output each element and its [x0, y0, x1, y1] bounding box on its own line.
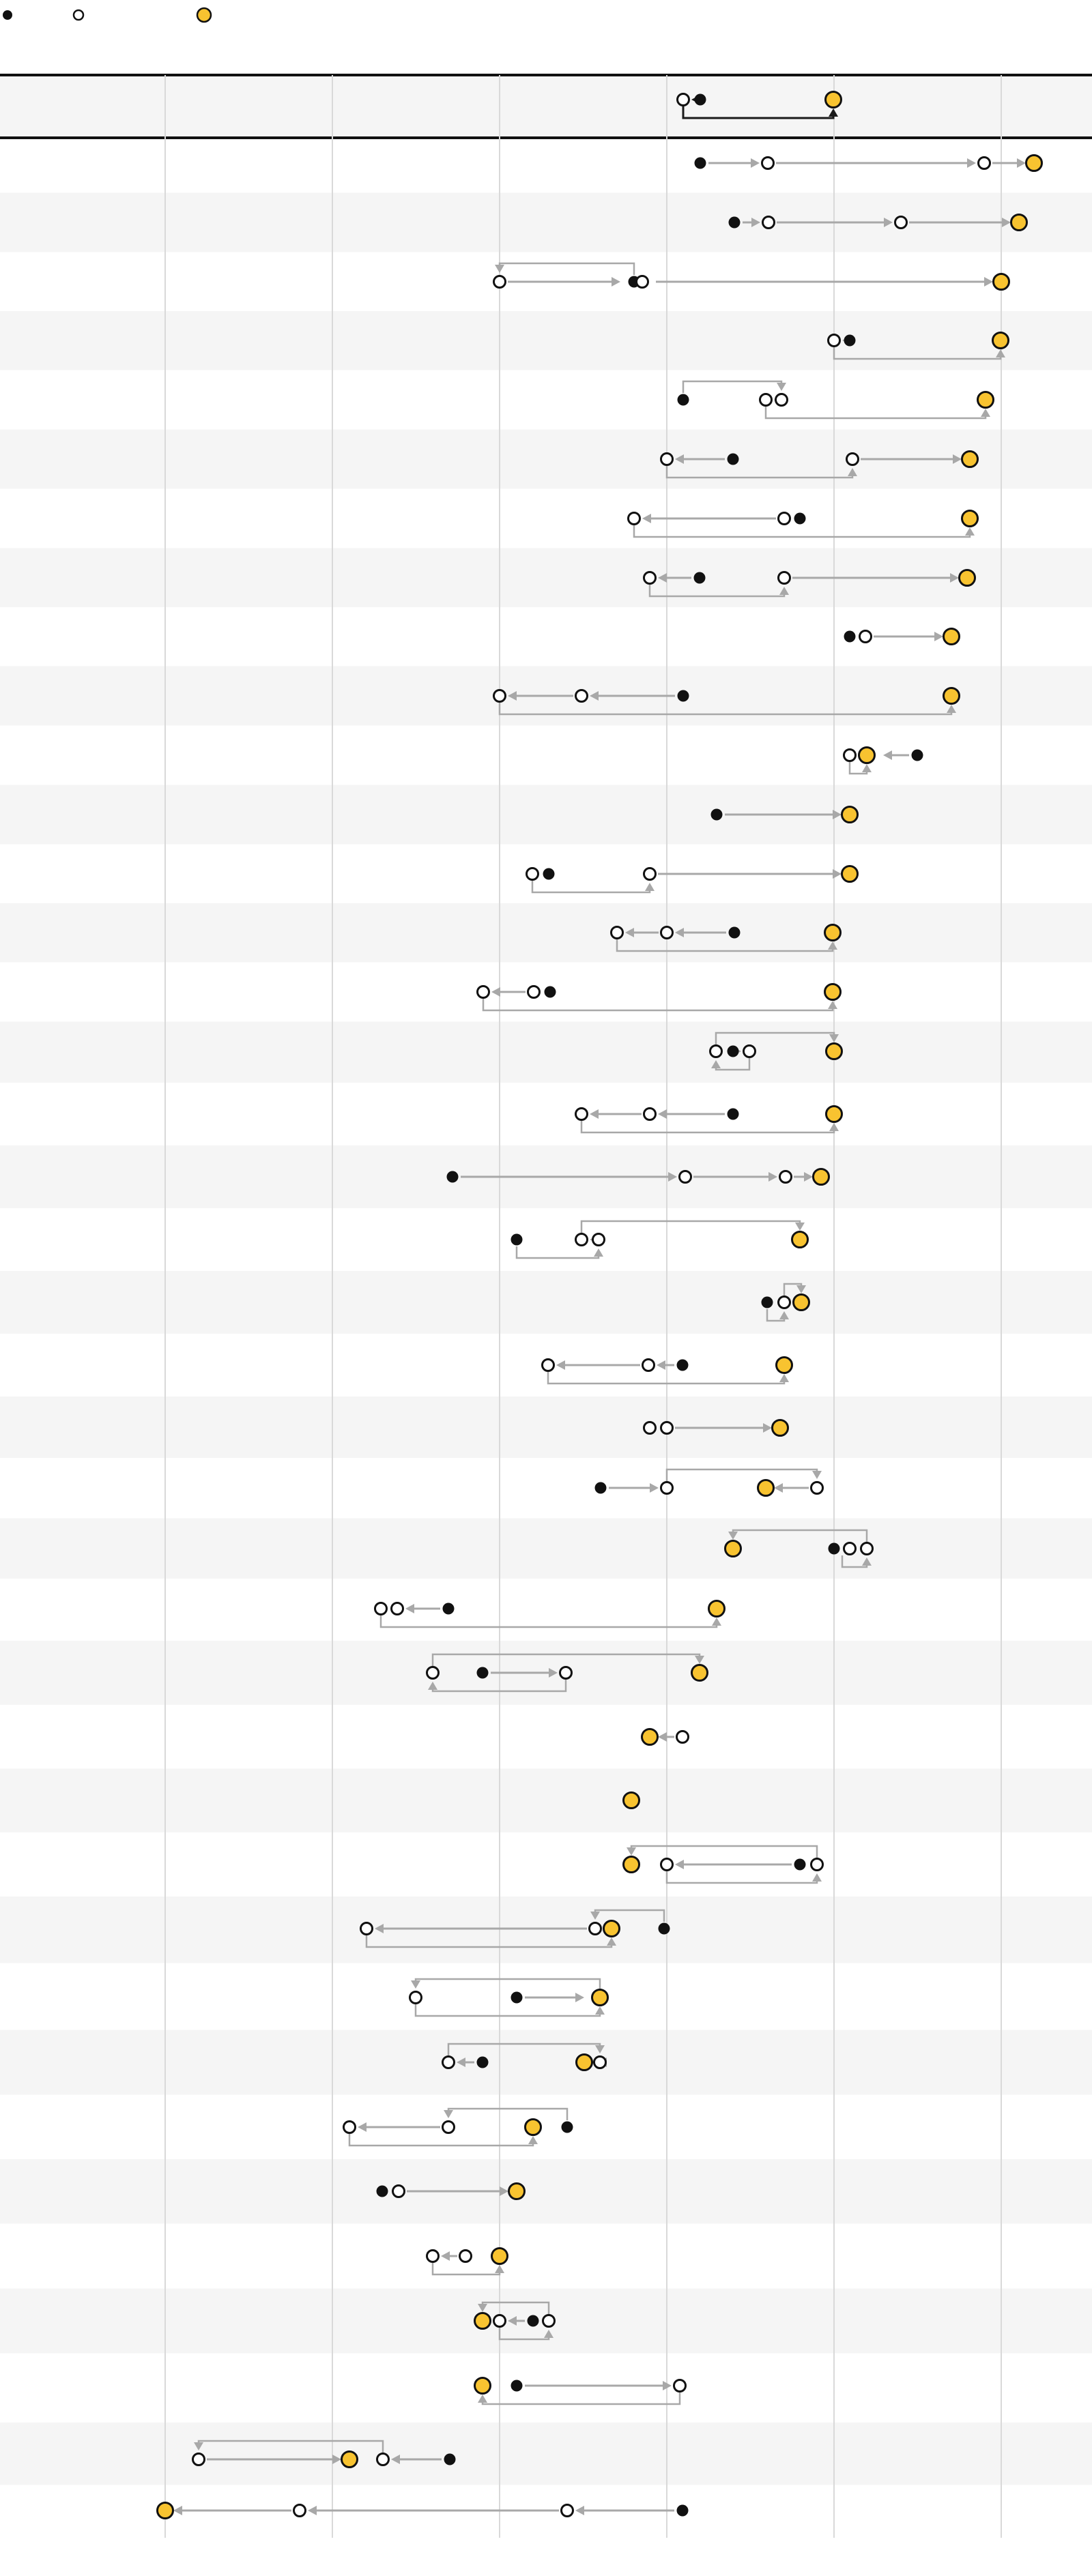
black-dot	[677, 1360, 689, 1371]
open-circle	[829, 335, 840, 347]
arrowhead	[657, 1360, 665, 1370]
gold-dot	[725, 1541, 741, 1557]
gold-dot	[526, 2120, 541, 2135]
open-circle	[644, 572, 656, 584]
black-dot	[595, 1482, 607, 1494]
arrowhead	[173, 2506, 182, 2515]
open-circle	[494, 276, 506, 288]
top-bracket	[581, 1221, 800, 1233]
open-circle	[612, 927, 623, 939]
open-circle	[763, 217, 775, 229]
gold-dot	[825, 925, 841, 941]
open-circle	[710, 1046, 722, 1057]
open-circle	[375, 1603, 387, 1615]
arrowhead	[658, 1732, 667, 1742]
arrowhead	[308, 2506, 317, 2515]
open-circle	[644, 868, 656, 880]
bottom-bracket	[483, 999, 833, 1010]
arrowhead	[829, 1123, 839, 1131]
open-circle	[811, 1859, 823, 1871]
header-band	[0, 75, 1092, 138]
arrowhead	[712, 1618, 721, 1626]
open-circle	[861, 1543, 873, 1555]
chart-row	[595, 1469, 823, 1496]
black-dot	[377, 2186, 388, 2197]
gold-dot	[842, 866, 858, 882]
black-dot	[794, 1859, 806, 1871]
open-circle	[744, 1046, 756, 1057]
arrowhead	[495, 2265, 504, 2273]
gold-dot	[993, 333, 1009, 349]
chart-row	[511, 1221, 808, 1258]
black-dot	[678, 394, 689, 406]
chart-row	[158, 2503, 689, 2519]
row-band-gray	[0, 1271, 1092, 1334]
gold-dot	[624, 1793, 640, 1809]
open-circle	[661, 1482, 673, 1494]
arrowhead	[590, 1109, 599, 1119]
arrowhead	[358, 2122, 367, 2132]
gold-dot	[825, 984, 841, 1000]
black-dot	[695, 94, 706, 106]
arrowhead	[965, 527, 975, 536]
open-circle	[361, 1923, 373, 1935]
open-circle	[847, 454, 859, 465]
gold-dot	[842, 807, 858, 823]
gold-dot	[777, 1358, 792, 1373]
black-dot	[729, 217, 741, 229]
gold-dot	[962, 511, 978, 527]
open-circle	[410, 1992, 422, 2004]
arrowhead	[594, 1248, 603, 1257]
chart-row	[344, 2109, 573, 2146]
gold-dot	[604, 1921, 620, 1937]
row-band-gray	[0, 1519, 1092, 1579]
black-dot	[443, 1603, 455, 1615]
chart-row	[678, 381, 994, 418]
arrowhead	[411, 1980, 420, 1989]
open-circle	[760, 394, 772, 406]
arrowhead	[405, 1604, 414, 1613]
black-dot	[444, 2454, 456, 2465]
arrowhead	[777, 383, 786, 391]
black-dot	[678, 690, 689, 702]
black-dot	[695, 158, 706, 169]
top-bracket	[500, 263, 634, 275]
open-circle	[576, 690, 588, 702]
arrowhead	[795, 1223, 805, 1231]
arrowhead	[627, 1847, 636, 1856]
gold-dot	[859, 748, 875, 763]
gold-dot	[773, 1420, 788, 1436]
gold-dot	[158, 2503, 173, 2519]
open-circle	[344, 2122, 356, 2133]
chart-row	[695, 156, 1042, 171]
open-circle	[661, 454, 673, 465]
open-circle	[637, 276, 648, 288]
black-dot	[659, 1923, 670, 1935]
black-dot	[729, 927, 741, 939]
gold-dot	[794, 1295, 809, 1311]
gold-dot	[475, 2313, 491, 2329]
arrowhead	[833, 869, 842, 879]
chart-row	[844, 629, 960, 645]
arrowhead	[1017, 158, 1026, 168]
open-circle	[460, 2251, 472, 2262]
arrowhead	[595, 2006, 605, 2015]
chart-row	[375, 1601, 725, 1628]
row-band-gray	[0, 1396, 1092, 1458]
chart-row	[410, 1979, 608, 2016]
open-circle	[678, 94, 689, 106]
arrowhead	[967, 158, 976, 168]
chart-row	[629, 511, 978, 538]
open-circle	[427, 1667, 439, 1679]
gold-dot	[994, 274, 1009, 290]
open-circle	[576, 1109, 588, 1120]
open-circle	[543, 1360, 554, 1371]
arrowhead	[612, 277, 620, 287]
gold-dot	[962, 452, 978, 467]
row-band-gray	[0, 2159, 1092, 2224]
arrowhead	[934, 632, 943, 641]
chart-row	[475, 2378, 686, 2405]
gold-dot	[827, 1044, 842, 1059]
open-circle	[860, 631, 872, 643]
black-dot	[543, 868, 555, 880]
row-band-gray	[0, 2030, 1092, 2095]
open-circle	[392, 1603, 403, 1615]
black-dot	[511, 1992, 523, 2004]
gold-dot	[792, 1232, 808, 1248]
open-circle	[294, 2505, 306, 2517]
arrowhead	[883, 750, 892, 760]
chart-row	[844, 748, 923, 774]
arrowhead	[478, 2395, 487, 2403]
black-dot	[477, 1667, 489, 1679]
arrowhead	[774, 1483, 783, 1493]
open-circle	[844, 750, 856, 761]
arrowhead	[575, 1993, 584, 2002]
open-circle	[779, 572, 790, 584]
arrowhead	[575, 2506, 584, 2515]
legend-open-circle-icon	[74, 10, 83, 20]
arrowhead	[491, 987, 500, 997]
gold-dot	[978, 392, 994, 408]
top-bracket	[416, 1979, 600, 1991]
arrowhead	[495, 265, 504, 273]
open-circle	[562, 2505, 573, 2517]
arrowhead	[812, 1471, 822, 1479]
bottom-bracket	[433, 2263, 500, 2274]
row-band-gray	[0, 903, 1092, 963]
open-circle	[661, 927, 673, 939]
gold-dot	[709, 1601, 725, 1617]
arrowhead	[862, 764, 872, 772]
row-band-gray	[0, 311, 1092, 370]
gold-dot	[944, 629, 960, 645]
row-band-gray	[0, 1022, 1092, 1083]
black-dot	[794, 513, 806, 525]
gold-dot	[642, 1729, 658, 1745]
black-dot	[728, 454, 739, 465]
black-dot	[511, 1234, 523, 1246]
arrowhead	[981, 409, 990, 417]
black-dot	[447, 1171, 459, 1183]
gold-dot	[1011, 215, 1027, 231]
open-circle	[780, 1171, 792, 1183]
open-circle	[644, 1422, 656, 1434]
row-band-gray	[0, 1769, 1092, 1833]
black-dot	[728, 1109, 739, 1120]
open-circle	[979, 158, 990, 169]
bottom-bracket	[634, 525, 970, 537]
black-dot	[511, 2380, 523, 2392]
black-dot	[829, 1543, 840, 1555]
open-circle	[393, 2186, 405, 2197]
arrowhead	[441, 2251, 450, 2261]
gold-dot	[826, 92, 842, 108]
open-circle	[478, 986, 489, 998]
gold-dot	[342, 2452, 358, 2468]
open-circle	[895, 217, 907, 229]
open-circle	[844, 1543, 856, 1555]
row-band-gray	[0, 2423, 1092, 2485]
arrowhead	[658, 1109, 667, 1119]
chart-row	[576, 1107, 842, 1133]
open-circle	[593, 1234, 605, 1246]
open-circle	[644, 1109, 656, 1120]
top-bracket	[667, 1469, 817, 1481]
arrowhead	[812, 1873, 822, 1882]
arrowhead	[984, 277, 993, 287]
header-bottom-rule	[0, 136, 1092, 139]
gold-dot	[758, 1480, 774, 1496]
top-bracket	[448, 2109, 567, 2120]
open-circle	[661, 1422, 673, 1434]
bottom-bracket	[667, 1871, 817, 1883]
header-top-rule	[0, 74, 1092, 76]
black-dot	[912, 750, 923, 761]
top-bracket	[683, 381, 781, 393]
open-circle	[527, 868, 538, 880]
open-circle	[629, 513, 640, 525]
open-circle	[811, 1482, 823, 1494]
chart-row	[427, 2249, 508, 2275]
black-dot	[694, 572, 706, 584]
black-dot	[844, 631, 856, 643]
legend-black-dot-icon	[3, 10, 12, 20]
gold-dot	[577, 2055, 592, 2070]
arrowhead	[528, 2136, 538, 2144]
bottom-bracket	[517, 1246, 599, 1258]
open-circle	[427, 2251, 439, 2262]
chart-row	[624, 1793, 640, 1809]
chart-row	[494, 263, 1009, 290]
gold-dot	[509, 2184, 525, 2199]
open-circle	[643, 1360, 655, 1371]
gold-dot	[814, 1169, 829, 1185]
open-circle	[594, 2057, 606, 2068]
gold-dot	[475, 2378, 491, 2394]
black-dot	[762, 1297, 773, 1308]
open-circle	[576, 1234, 588, 1246]
gold-dot	[1026, 156, 1042, 171]
arrowhead	[675, 1860, 684, 1869]
open-circle	[661, 1859, 673, 1871]
top-bracket	[631, 1846, 817, 1858]
arrowhead	[444, 2110, 453, 2118]
open-circle	[762, 158, 774, 169]
gold-dot	[624, 1857, 640, 1873]
black-dot	[677, 2505, 689, 2517]
open-circle	[443, 2057, 455, 2068]
open-circle	[674, 2380, 686, 2392]
black-dot	[545, 986, 556, 998]
gold-dot	[492, 2249, 508, 2264]
black-dot	[728, 1046, 739, 1057]
black-dot	[844, 335, 856, 347]
row-band-gray	[0, 785, 1092, 845]
arrowhead	[779, 1374, 789, 1382]
chart-row	[527, 866, 858, 893]
gold-dot	[960, 570, 975, 586]
open-circle	[779, 513, 790, 525]
legend-gold-circle-icon	[197, 8, 211, 22]
bottom-bracket	[416, 2004, 600, 2016]
bottom-bracket	[766, 407, 986, 418]
open-circle	[528, 986, 540, 998]
bottom-bracket	[581, 1121, 834, 1132]
arrowhead	[642, 514, 651, 523]
arrowhead	[828, 1001, 837, 1009]
row-band-gray	[0, 1897, 1092, 1963]
bottom-bracket	[483, 2392, 680, 2404]
arrowhead	[645, 883, 655, 891]
gold-dot	[827, 1107, 842, 1122]
open-circle	[193, 2454, 205, 2465]
open-circle	[543, 2315, 555, 2327]
black-dot	[528, 2315, 539, 2327]
open-circle	[560, 1667, 572, 1679]
black-dot	[562, 2122, 573, 2133]
open-circle	[680, 1171, 691, 1183]
black-dot	[477, 2057, 489, 2068]
open-circle	[494, 2315, 506, 2327]
open-circle	[590, 1923, 601, 1935]
open-circle	[677, 1731, 689, 1743]
gold-dot	[944, 688, 960, 704]
chart-row	[642, 1729, 689, 1745]
gold-dot	[592, 1990, 608, 2006]
open-circle	[776, 394, 788, 406]
open-circle	[779, 1297, 790, 1308]
black-dot	[711, 809, 723, 821]
open-circle	[443, 2122, 455, 2133]
legend	[3, 8, 211, 22]
bottom-bracket	[532, 881, 650, 892]
open-circle	[377, 2454, 389, 2465]
chart-row	[624, 1846, 823, 1883]
open-circle	[494, 690, 506, 702]
bottom-bracket	[349, 2134, 533, 2146]
arrowhead	[556, 1360, 565, 1370]
gold-dot	[692, 1665, 708, 1681]
arrowhead	[751, 158, 760, 168]
chart-row	[478, 984, 841, 1011]
arrowhead	[650, 1483, 659, 1493]
